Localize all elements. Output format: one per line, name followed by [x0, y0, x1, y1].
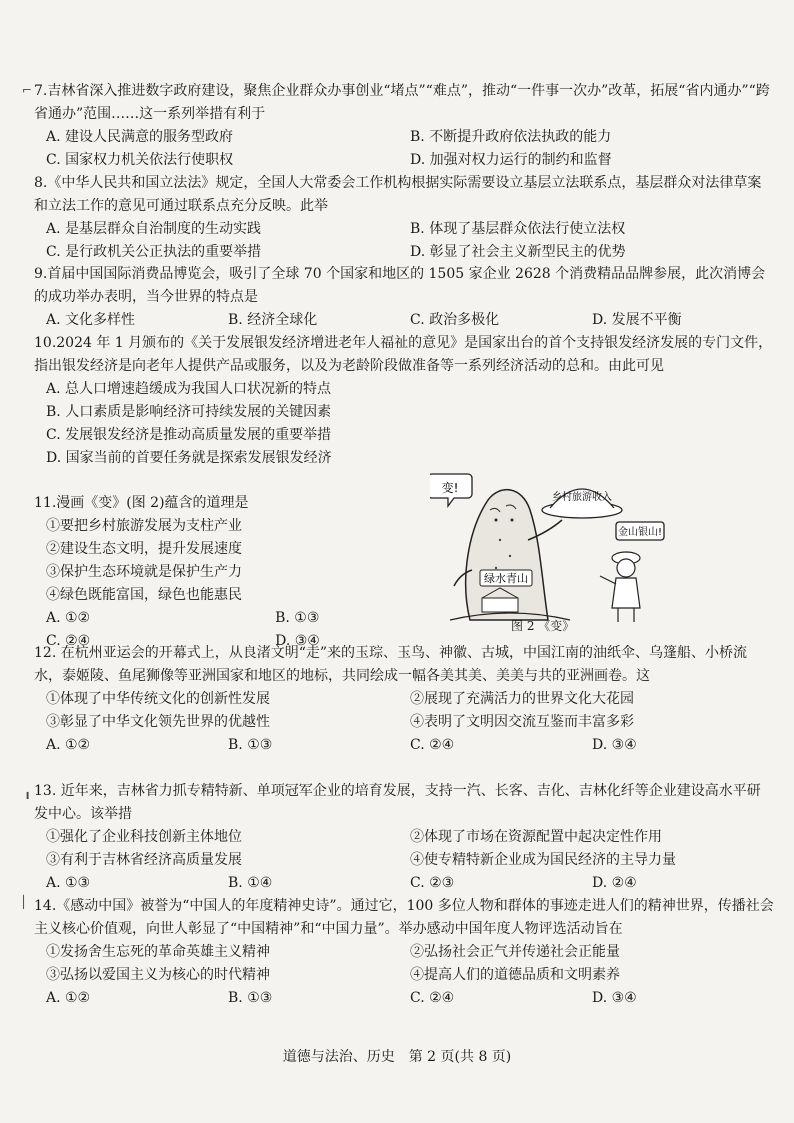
option-b: B. 人口素质是影响经济可持续发展的关键因素	[46, 404, 332, 420]
question-stem: 10.2024 年 1 月颁布的《关于发展银发经济增进老年人福祉的意见》是国家出台的首个支持银发经济发展的专门文件，指出银发经济是向老年人提供产品或服务，以及为老龄阶段做准备等一系列经济活动的总和。由此可见	[34, 335, 773, 374]
statement-4: ④使专精特新企业成为国民经济的主导力量	[410, 852, 676, 868]
option-b: B. ①③	[275, 610, 320, 626]
options-row	[34, 309, 774, 332]
option-d: D. ③④	[275, 633, 320, 649]
option-d: D. ③④	[592, 737, 637, 753]
options-row	[34, 987, 774, 1010]
options-row	[34, 734, 774, 757]
statement-4: ④绿色既能富国，绿色也能惠民	[46, 587, 242, 603]
statements-row	[34, 688, 774, 711]
option-b: B. 经济全球化	[228, 312, 318, 328]
statement-3: ③保护生态环境就是保护生产力	[46, 564, 242, 580]
option-a: A. 是基层群众自治制度的生动实践	[46, 221, 262, 237]
statement-3: ③弘扬以爱国主义为核心的时代精神	[46, 967, 270, 983]
option-c: C. ②④	[410, 737, 455, 753]
person-figure	[600, 552, 640, 622]
sign-text: 金山银山!	[617, 527, 663, 538]
options-row	[34, 241, 774, 264]
statements-row	[34, 849, 774, 872]
question-7	[34, 80, 774, 172]
option-a: A. ①②	[46, 990, 91, 1006]
cartoon-figure	[430, 470, 666, 630]
option-d: D. 彰显了社会主义新型民主的优势	[410, 244, 626, 260]
figure-caption: 图 2 《变》	[511, 619, 575, 633]
question-13	[34, 780, 774, 895]
question-stem: 9.首届中国国际消费品博览会，吸引了全球 70 个国家和地区的 1505 家企业 2628 个消费精品品牌参展，此次消博会的成功举办表明，当今世界的特点是	[34, 266, 766, 305]
statement-2: ②体现了市场在资源配置中起决定性作用	[410, 829, 662, 845]
option-c: C. 发展银发经济是推动高质量发展的重要举措	[46, 427, 332, 443]
option-c: C. 国家权力机关依法行使职权	[46, 152, 234, 168]
options-row	[34, 149, 774, 172]
option-c: C. ②③	[410, 875, 455, 891]
option-c: C. 是行政机关公正执法的重要举措	[46, 244, 262, 260]
option-a: A. 总人口增速趋缓成为我国人口状况新的特点	[46, 381, 332, 397]
option-c: C. ②④	[410, 990, 455, 1006]
question-stem: 8.《中华人民共和国立法法》规定，全国人大常委会工作机构根据实际需要设立基层立法联系点，基层群众对法律草案和立法工作的意见可通过联系点充分反映。此举	[34, 175, 762, 214]
question-10	[34, 332, 774, 470]
option-b: B. 不断提升政府依法执政的能力	[410, 129, 612, 145]
statement-1: ①发扬舍生忘死的革命英雄主义精神	[46, 944, 270, 960]
statements-row	[34, 941, 774, 964]
option-c: C. 政治多极化	[410, 312, 500, 328]
option-a: A. ①③	[46, 875, 91, 891]
statements-row	[34, 964, 774, 987]
corner-mark: ╻	[24, 785, 32, 799]
question-14	[34, 895, 774, 1010]
speech-bubble	[430, 474, 472, 506]
question-stem: 11.漫画《变》(图 2)蕴含的道理是	[34, 495, 249, 511]
options-row	[34, 218, 774, 241]
margin-mark: │	[20, 895, 28, 909]
question-8	[34, 172, 774, 264]
money-plate	[542, 489, 622, 518]
question-9	[34, 263, 774, 332]
mountain-label: 绿水青山	[484, 572, 528, 585]
option-d: D. ③④	[592, 990, 637, 1006]
option-d: D. 加强对权力运行的制约和监督	[410, 152, 612, 168]
statement-4: ④表明了文明因交流互鉴而丰富多彩	[410, 714, 634, 730]
options-row	[34, 126, 774, 149]
statements-row	[34, 711, 774, 734]
question-12	[34, 642, 774, 757]
statement-3: ③彰显了中华文化领先世界的优越性	[46, 714, 270, 730]
option-a: A. 文化多样性	[46, 312, 136, 328]
sign-board	[616, 522, 664, 540]
question-stem: 7.吉林省深入推进数字政府建设，聚焦企业群众办事创业“堵点”“难点”，推动“一件事一次办”改革，拓展“省内通办”“跨省通办”范围……这一系列举措有利于	[34, 83, 770, 122]
statement-1: ①要把乡村旅游发展为支柱产业	[46, 518, 242, 534]
option-c: C. ②④	[46, 633, 91, 649]
options-row	[34, 607, 424, 630]
statement-1: ①强化了企业科技创新主体地位	[46, 829, 242, 845]
statement-2: ②弘扬社会正气并传递社会正能量	[410, 944, 620, 960]
question-stem: 14.《感动中国》被誉为“中国人的年度精神史诗”。通过它，100 多位人物和群体的事迹走进人们的精神世界，传播社会主义核心价值观，向世人彰显了“中国精神”和“中国力量”。举办感动中国年度人物评选活动旨在	[34, 898, 774, 937]
statement-4: ④提高人们的道德品质和文明素养	[410, 967, 620, 983]
option-d: D. 发展不平衡	[592, 312, 682, 328]
option-b: B. ①④	[228, 875, 273, 891]
option-a: A. ①②	[46, 610, 91, 626]
option-d: D. ②④	[592, 875, 637, 891]
corner-mark: ⌐	[22, 83, 33, 97]
statement-2: ②建设生态文明，提升发展速度	[46, 541, 242, 557]
option-b: B. ①③	[228, 737, 273, 753]
options-row	[34, 872, 774, 895]
question-stem: 12. 在杭州亚运会的开幕式上，从良渚文明“走”来的玉琮、玉鸟、神徽、古城，中国江南的油纸伞、乌篷船、小桥流水，泰姬陵、鱼尾狮像等亚洲国家和地区的地标，共同绘成一幅各美其美、美美与共的亚洲画卷。这	[34, 645, 748, 684]
page-footer: 道德与法治、历史 第 2 页(共 8 页)	[282, 1049, 512, 1065]
option-a: A. 建设人民满意的服务型政府	[46, 129, 234, 145]
bubble-text: 变!	[441, 481, 459, 495]
statement-3: ③有利于吉林省经济高质量发展	[46, 852, 242, 868]
option-d: D. 国家当前的首要任务就是探索发展银发经济	[46, 450, 332, 466]
option-b: B. 体现了基层群众依法行使立法权	[410, 221, 626, 237]
statement-2: ②展现了充满活力的世界文化大花园	[410, 691, 634, 707]
plate-label: 乡村旅游收入	[552, 492, 612, 503]
statement-1: ①体现了中华传统文化的创新性发展	[46, 691, 270, 707]
statements-row	[34, 826, 774, 849]
option-b: B. ①③	[228, 990, 273, 1006]
question-stem: 13. 近年来，吉林省力抓专精特新、单项冠军企业的培育发展，支持一汽、长客、吉化、吉林化纤等企业建设高水平研发中心。该举措	[34, 783, 761, 822]
option-a: A. ①②	[46, 737, 91, 753]
